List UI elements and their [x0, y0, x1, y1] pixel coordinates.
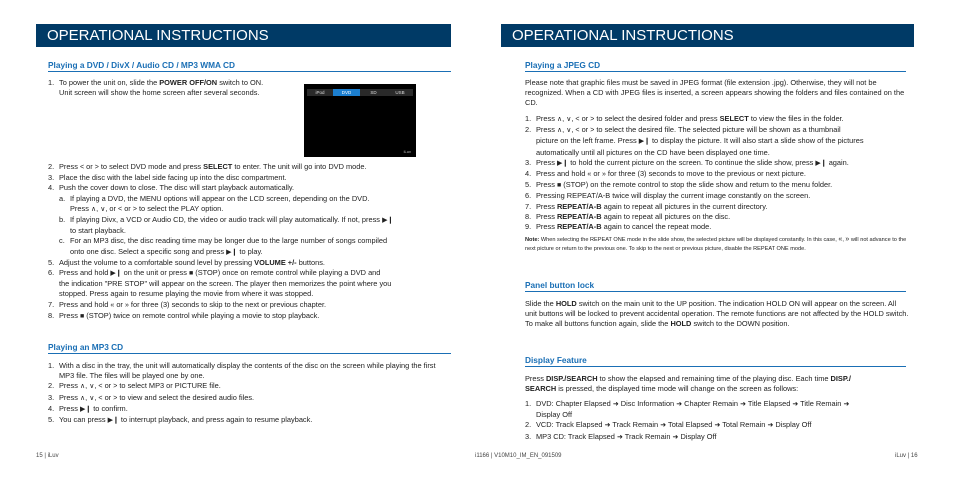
right-page — [477, 0, 954, 477]
mp3-step-5: 5. You can press ▶❙ to interrupt playback, and press again to resume playback. — [48, 415, 452, 426]
down-arrow-icon: ∨ — [566, 116, 572, 123]
dvd-step-8: 8. Press ■ (STOP) twice on remote control while playing a movie to stop playback. — [48, 311, 452, 322]
mp3-step-4: 4. Press ▶❙ to confirm. — [48, 404, 452, 415]
lcd-tab-dvd: DVD — [333, 89, 360, 96]
left-arrow-icon: < — [575, 116, 580, 123]
arrow-icon: ➜ — [612, 401, 619, 408]
up-arrow-icon: ∧ — [79, 394, 86, 402]
play-pause-icon: ▶❙ — [107, 417, 119, 425]
arrow-icon: ➜ — [672, 433, 679, 441]
lcd-brand: iLuv — [403, 149, 411, 154]
mp3-step-2: 2. Press ∧, ∨, < or > to select MP3 or PICTURE file. — [48, 381, 452, 392]
previous-icon: « — [838, 236, 843, 243]
play-pause-icon: ▶❙ — [638, 138, 650, 146]
page-header: OPERATIONAL INSTRUCTIONS — [501, 24, 914, 47]
dvd-step-4c: c. For an MP3 disc, the disc reading time may be longer due to the large number of songs compiled onto one disc. Select a specific song and press ▶❙ to play. — [48, 236, 452, 257]
right-arrow-icon: > — [94, 164, 99, 171]
lcd-menu-bar — [307, 89, 413, 96]
lcd-home-screen — [304, 84, 416, 157]
left-arrow-icon: < — [575, 127, 580, 135]
mp3-step-1: 1. With a disc in the tray, the unit will automatically display the contents of the disc on the screen while playing the first MP3 file. The files will be played one by one. — [48, 361, 436, 381]
jpeg-step-9: 9. Press REPEAT/A-B again to cancel the repeat mode. — [525, 222, 712, 232]
dvd-step-1: 1. To power the unit on, slide the POWER OFF/ON switch to ON. Unit screen will show the home screen after several seconds. — [48, 78, 264, 98]
down-arrow-icon: ∨ — [566, 127, 572, 135]
dvd-step-2: 2. Press < or > to select DVD mode and press SELECT to enter. The unit will go into DVD mode. — [48, 162, 452, 173]
jpeg-step-6: 6. Pressing REPEAT/A-B twice will display the current image constantly on the screen. — [525, 191, 811, 201]
lcd-tab-sd: SD — [370, 90, 377, 95]
display-feature-text: Press DISP./SEARCH to show the elapsed and remaining time of the playing disc. Each time DISP./ SEARCH is pressed, the displayed time mode will change on the screen as follows: — [525, 374, 851, 394]
display-mode-mp3: 3. MP3 CD: Track Elapsed ➜ Track Remain ➜ Display Off — [525, 432, 909, 443]
lcd-tab-usb: USB — [395, 90, 405, 95]
dvd-step-4: 4. Push the cover down to close. The disc will start playback automatically. — [48, 183, 295, 193]
up-arrow-icon: ∧ — [79, 383, 86, 391]
right-arrow-icon: > — [132, 205, 137, 213]
arrow-icon: ➜ — [843, 401, 850, 408]
right-arrow-icon: > — [590, 127, 595, 135]
stop-icon: ■ — [556, 182, 562, 190]
jpeg-step-8: 8. Press REPEAT/A-B again to repeat all pictures on the disc. — [525, 211, 731, 221]
next-icon: » — [845, 236, 850, 243]
right-arrow-icon: > — [113, 394, 118, 402]
dvd-step-5: 5. Adjust the volume to a comfortable sound level by pressing VOLUME +/- buttons. — [48, 257, 325, 267]
down-arrow-icon: ∨ — [100, 205, 106, 213]
left-arrow-icon: < — [79, 164, 85, 171]
stop-icon: ■ — [188, 270, 194, 278]
next-icon: » — [124, 301, 129, 309]
left-arrow-icon: < — [98, 383, 103, 391]
section-title-jpeg: Playing a JPEG CD — [525, 60, 906, 72]
arrow-icon: ➜ — [604, 422, 611, 430]
mp3-steps — [48, 361, 452, 426]
section-title-panel-lock: Panel button lock — [525, 280, 906, 292]
jpeg-step-2: 2. Press ∧, ∨, < or > to select the desired file. The selected picture will be shown as a thumbnail picture on the left frame. Press ▶❙ to display the picture. It will also start a slide show of the pictures automatically until all pictures on the CD have been displayed one time. — [525, 125, 864, 157]
right-arrow-icon: > — [590, 116, 595, 123]
lcd-tab-ipod: iPod — [315, 90, 325, 95]
jpeg-step-1: 1. Press ∧, ∨, < or > to select the desired folder and press SELECT to view the files in the folder. — [525, 114, 909, 125]
previous-icon: « — [587, 171, 592, 179]
display-mode-list — [525, 399, 909, 443]
section-title-dvd: Playing a DVD / DivX / Audio CD / MP3 WMA CD — [48, 60, 451, 72]
section-title-mp3: Playing an MP3 CD — [48, 342, 451, 354]
up-arrow-icon: ∧ — [556, 116, 563, 123]
left-arrow-icon: < — [98, 394, 103, 402]
up-arrow-icon: ∧ — [556, 127, 563, 135]
up-arrow-icon: ∧ — [90, 205, 97, 213]
play-pause-icon: ▶❙ — [815, 159, 827, 167]
jpeg-intro: Please note that graphic files must be saved in JPEG format (file extension .jpg). Otherwise, they will not be recognized. When a CD with JPEG files is inserted, a screen appears showing the folders and files contained on the CD. — [525, 78, 905, 108]
dvd-step-7: 7. Press and hold « or » for three (3) seconds to skip to the next or previous chapter. — [48, 300, 452, 311]
arrow-icon: ➜ — [676, 401, 683, 408]
page-number-right: iLuv | 16 — [895, 453, 918, 459]
jpeg-step-4: 4. Press and hold « or » for three (3) seconds to move to the previous or next picture. — [525, 169, 909, 180]
jpeg-note: Note: When selecting the REPEAT ONE mode in the slide show, the selected picture will be displayed constantly. In this case, «, » will not advance to the next picture or return to the previous one. To skip to the next or previous picture, disable the REPEAT ONE mode. — [525, 236, 907, 252]
document-code: i1166 | V10M10_IM_EN_091509 — [475, 453, 562, 459]
play-pause-icon: ▶❙ — [226, 248, 238, 256]
down-arrow-icon: ∨ — [89, 383, 95, 391]
play-pause-icon: ▶❙ — [110, 270, 122, 278]
previous-icon: « — [110, 301, 115, 309]
arrow-icon: ➜ — [767, 422, 774, 430]
dvd-steps — [48, 162, 452, 322]
dvd-step-3: 3. Place the disc with the label side facing up into the disc compartment. — [48, 173, 287, 183]
jpeg-step-5: 5. Press ■ (STOP) on the remote control to stop the slide show and return to the menu folder. — [525, 180, 909, 191]
right-arrow-icon: > — [113, 383, 118, 391]
left-arrow-icon: < — [118, 205, 123, 213]
page-number-left: 15 | iLuv — [36, 453, 59, 459]
section-title-display: Display Feature — [525, 355, 906, 367]
display-mode-vcd: 2. VCD: Track Elapsed ➜ Track Remain ➜ Total Elapsed ➜ Total Remain ➜ Display Off — [525, 420, 909, 431]
stop-icon: ■ — [79, 312, 85, 320]
dvd-step-4a: a. If playing a DVD, the MENU options will appear on the LCD screen, depending on the DVD. Press ∧, ∨, or < or > to select the PLAY option. — [48, 194, 452, 215]
page-header: OPERATIONAL INSTRUCTIONS — [36, 24, 451, 47]
jpeg-step-3: 3. Press ▶❙ to hold the current picture on the screen. To continue the slide show, press ▶❙ again. — [525, 158, 909, 169]
jpeg-step-7: 7. Press REPEAT/A-B again to repeat all pictures in the current directory. — [525, 201, 768, 211]
play-pause-icon: ▶❙ — [79, 405, 92, 413]
dvd-step-6: 6. Press and hold ▶❙ on the unit or press ■ (STOP) once on remote control while playing a DVD and the indication "PRE STOP" will appear on the screen. The player then memorizes the point where you stopped. Press again to resume playing the movie from where it was stopped. — [48, 268, 392, 299]
play-pause-icon: ▶❙ — [556, 159, 569, 167]
play-pause-icon: ▶❙ — [382, 217, 394, 225]
display-mode-dvd: 1. DVD: Chapter Elapsed ➜ Disc Information ➜ Chapter Remain ➜ Title Elapsed ➜ Title Remain ➜ Display Off — [525, 399, 850, 420]
next-icon: » — [601, 171, 606, 179]
arrow-icon: ➜ — [714, 422, 721, 430]
jpeg-steps — [525, 114, 909, 232]
arrow-icon: ➜ — [616, 433, 623, 441]
arrow-icon: ➜ — [792, 401, 799, 408]
dvd-step-4b: b. If playing Divx, a VCD or Audio CD, the video or audio track will play automatically. If not, press ▶❙ to start playback. — [59, 215, 394, 236]
mp3-step-3: 3. Press ∧, ∨, < or > to view and select the desired audio files. — [48, 393, 452, 404]
arrow-icon: ➜ — [660, 422, 667, 430]
down-arrow-icon: ∨ — [89, 394, 95, 402]
arrow-icon: ➜ — [740, 401, 746, 408]
panel-lock-text: Slide the HOLD switch on the main unit to the UP position. The indication HOLD ON will appear on the screen. All unit buttons will be locked to prevent accidental operation. The remote functions are not affected by the HOLD switch. To make all buttons function again, slide the HOLD switch to the DOWN position. — [525, 299, 909, 329]
